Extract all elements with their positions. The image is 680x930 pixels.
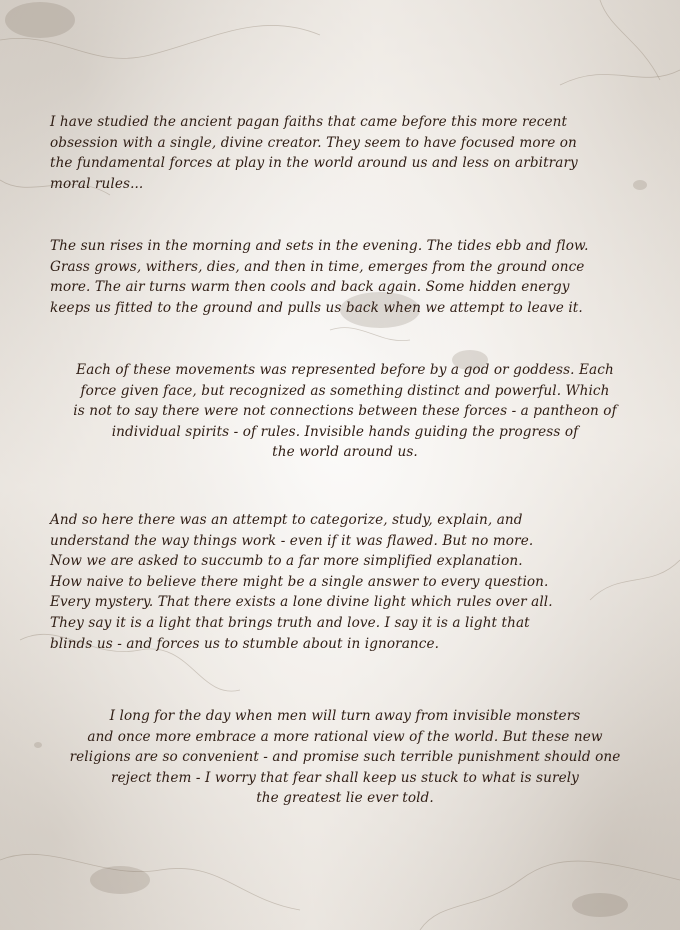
text-line: Now we are asked to succumb to a far more simplified explanation.: [50, 553, 523, 570]
text-line: reject them - I worry that fear shall keep us stuck to what is surely: [111, 769, 579, 786]
paragraph-3: [50, 360, 640, 463]
text-line: They say it is a light that brings truth and love. I say it is a light that: [50, 614, 530, 631]
text-line: force given face, but recognized as something distinct and powerful. Which: [80, 382, 610, 399]
text-line: the greatest lie ever told.: [256, 790, 434, 807]
text-line: the fundamental forces at play in the world around us and less on arbitrary: [50, 155, 578, 172]
text-line: Every mystery. That there exists a lone divine light which rules over all.: [50, 594, 553, 611]
text-line: understand the way things work - even if it was flawed. But no more.: [50, 532, 534, 549]
text-line: individual spirits - of rules. Invisible hands guiding the progress of: [111, 423, 579, 440]
text-line: Each of these movements was represented before by a god or goddess. Each: [76, 362, 614, 378]
text-line: And so here there was an attempt to categorize, study, explain, and: [50, 512, 523, 528]
paragraph-4: [50, 510, 640, 654]
text-line: The sun rises in the morning and sets in the evening. The tides ebb and flow.: [50, 238, 589, 254]
text-line: religions are so convenient - and promise such terrible punishment should one: [69, 749, 621, 766]
text-line: moral rules...: [50, 175, 144, 192]
text-line: and once more embrace a more rational view of the world. But these new: [87, 728, 603, 745]
text-line: is not to say there were not connections between these forces - a pantheon of: [73, 403, 617, 420]
paragraph-5: [50, 706, 640, 809]
text-line: How naive to believe there might be a single answer to every question.: [50, 573, 549, 590]
text-line: I have studied the ancient pagan faiths that came before this more recent: [50, 114, 568, 130]
text-line: the world around us.: [272, 444, 418, 461]
text-line: blinds us - and forces us to stumble about in ignorance.: [50, 635, 440, 652]
paragraph-2: [50, 236, 640, 318]
text-line: more. The air turns warm then cools and back again. Some hidden energy: [50, 279, 570, 296]
text-line: Grass grows, withers, dies, and then in time, emerges from the ground once: [50, 258, 585, 275]
text-line: I long for the day when men will turn away from invisible monsters: [109, 708, 581, 724]
text-line: obsession with a single, divine creator. They seem to have focused more on: [50, 134, 577, 151]
paragraph-1: [50, 112, 640, 194]
text-line: keeps us fitted to the ground and pulls us back when we attempt to leave it.: [50, 299, 583, 316]
